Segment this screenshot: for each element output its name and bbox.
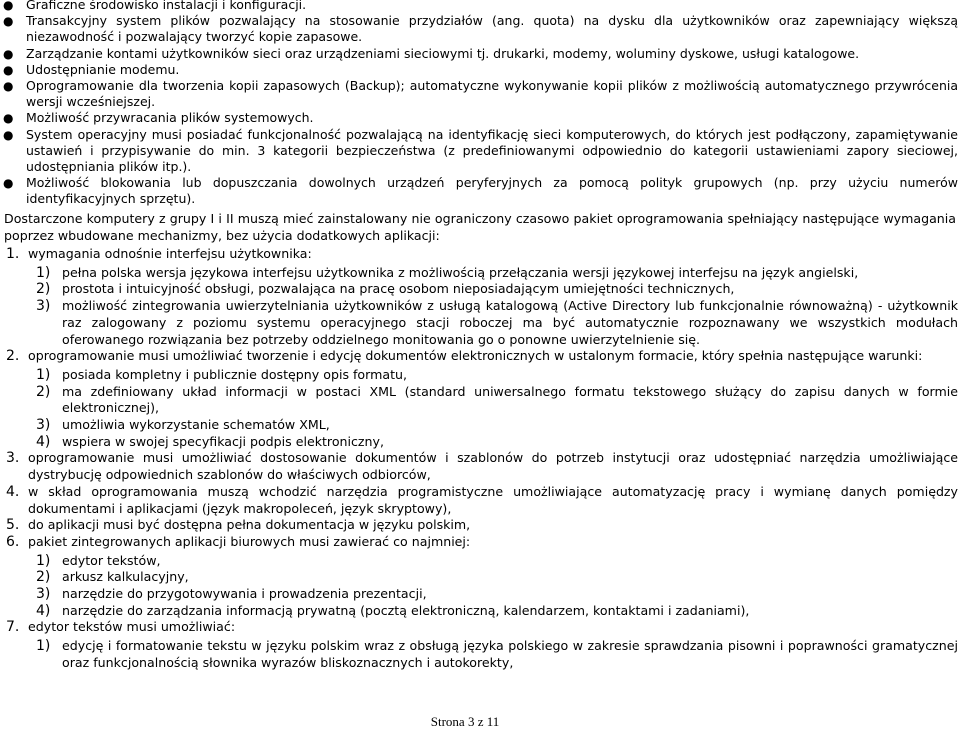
bullet-dot-icon: ● (3, 62, 14, 77)
sub-requirement-text: ma zdefiniowany układ informacji w postaci XML (standard uniwersalnego formatu tekstowego służący do zapisu danych w formie elektronicznej), (62, 383, 958, 416)
bullet-dot-icon: ● (3, 0, 14, 12)
requirement-item (0, 484, 958, 517)
requirement-number: 2. (6, 348, 20, 365)
bullet-item (0, 46, 958, 62)
bullet-text: Transakcyjny system plików pozwalający na stosowanie przydziałów (ang. quota) na dysku dla użytkowników oraz zapewniający większą niezawodność i pozwalający tworzyć kopie zapasowe. (26, 13, 958, 45)
page-footer: Strona 3 z 11 (430, 714, 500, 729)
intro-paragraph: Dostarczone komputery z grupy I i II muszą mieć zainstalowany nie ograniczony czasowo pakiet oprogramowania spełniający następujące wymagania poprzez wbudowane mechanizmy, bez użycia dodatkowych aplikacji: (4, 211, 956, 243)
sub-requirement-number: 4) (36, 433, 51, 450)
requirement-text: oprogramowanie musi umożliwiać tworzenie i edycję dokumentów elektronicznych w ustalonym formacie, który spełnia następujące warunki: (28, 348, 923, 364)
sub-requirement-item (28, 569, 958, 586)
requirement-item (0, 348, 958, 450)
bullet-dot-icon: ● (3, 176, 14, 191)
requirement-number: 5. (6, 517, 20, 534)
requirement-item (0, 517, 958, 534)
bullet-text: System operacyjny musi posiadać funkcjonalność pozwalającą na identyfikację sieci komputerowych, do których jest podłączony, zapamiętywanie ustawień i przypisywanie do min. 3 kategorii bezpieczeństwa (z predefiniowanymi odpowiednio do kategorii ustawieniami zapory sieciowej, udostępniania plików itp.). (26, 126, 958, 175)
sub-requirement-item (28, 384, 958, 417)
bullet-text: Możliwość przywracania plików systemowych. (26, 110, 314, 126)
sub-requirement-number: 1) (36, 264, 51, 281)
sub-requirement-number: 3) (36, 586, 51, 603)
bullet-text: Graficzne środowisko instalacji i konfiguracji. (26, 0, 307, 12)
bullet-dot-icon: ● (3, 111, 14, 126)
sub-requirement-item (28, 638, 958, 671)
sub-requirement-item (28, 553, 958, 570)
sub-requirement-text: pełna polska wersja językowa interfejsu użytkownika z możliwością przełączania wersji językowej interfejsu na język angielski, (62, 264, 859, 280)
requirement-number: 3. (6, 450, 20, 467)
feature-bullet-list (0, 0, 958, 208)
bullet-item (0, 13, 958, 45)
requirement-number: 4. (6, 483, 20, 500)
sub-requirement-number: 1) (36, 638, 51, 655)
requirement-number: 7. (6, 619, 20, 636)
bullet-item (0, 175, 958, 207)
requirements-list (0, 246, 958, 672)
bullet-dot-icon: ● (3, 79, 14, 94)
sub-requirement-number: 2) (36, 569, 51, 586)
bullet-dot-icon: ● (3, 127, 14, 142)
sub-requirement-item (28, 417, 958, 434)
sub-requirement-text: narzędzie do przygotowywania i prowadzenia prezentacji, (62, 586, 427, 602)
sub-requirement-number: 1) (36, 552, 51, 569)
requirement-number: 1. (6, 246, 20, 262)
sub-requirement-text: narzędzie do zarządzania informacją prywatną (pocztą elektroniczną, kalendarzem, kontaktami i zadaniami), (62, 602, 750, 618)
requirement-text: do aplikacji musi być dostępna pełna dokumentacja w języku polskim, (28, 517, 471, 533)
sub-requirement-list (28, 367, 958, 451)
requirement-item (0, 246, 958, 348)
requirement-number: 6. (6, 533, 20, 550)
sub-requirement-number: 2) (36, 383, 51, 400)
requirement-text: oprogramowanie musi umożliwiać dostosowanie dokumentów i szablonów do potrzeb instytucji oraz udostępniać narzędzia umożliwiające dystrybucję odpowiednich szablonów do właściwych odbiorców, (28, 450, 958, 483)
bullet-item (0, 62, 958, 78)
bullet-item (0, 0, 958, 13)
sub-requirement-text: arkusz kalkulacyjny, (62, 569, 189, 585)
sub-requirement-text: wspiera w swojej specyfikacji podpis elektroniczny, (62, 433, 384, 449)
sub-requirement-text: możliwość zintegrowania uwierzytelniania użytkowników z usługą katalogową (Active Directory lub funkcjonalnie równoważną) - użytkownik raz zalogowany z poziomu systemu operacyjnego stacji roboczej ma być automatycznie rozpoznawany we wszystkich modułach oferowanego rozwiązania bez potrzeby oddzielnego monitowania go o ponowne uwierzytelnienie się. (62, 298, 958, 347)
requirement-item (0, 450, 958, 483)
sub-requirement-number: 4) (36, 602, 51, 619)
sub-requirement-list (28, 553, 958, 620)
sub-requirement-item (28, 298, 958, 348)
sub-requirement-list (28, 265, 958, 349)
sub-requirement-item (28, 265, 958, 282)
bullet-dot-icon: ● (3, 46, 14, 61)
sub-requirement-list (28, 638, 958, 671)
sub-requirement-text: edycję i formatowanie tekstu w języku polskim wraz z obsługą języka polskiego w zakresie sprawdzania pisowni i poprawności gramatycznej oraz funkcjonalnością słownika wyrazów bliskoznacznych i autokorekty, (62, 638, 958, 670)
sub-requirement-number: 1) (36, 366, 51, 383)
sub-requirement-item (28, 586, 958, 603)
sub-requirement-number: 3) (36, 417, 51, 434)
sub-requirement-number: 2) (36, 281, 51, 298)
sub-requirement-number: 3) (36, 298, 51, 315)
sub-requirement-text: umożliwia wykorzystanie schematów XML, (62, 417, 330, 433)
requirement-text: pakiet zintegrowanych aplikacji biurowych musi zawierać co najmniej: (28, 533, 471, 549)
sub-requirement-item (28, 603, 958, 620)
requirement-item (0, 534, 958, 620)
requirement-text: w skład oprogramowania muszą wchodzić narzędzia programistyczne umożliwiające automatyzację pracy i wymianę danych pomiędzy dokumentami i aplikacjami (język makropoleceń, język skryptowy), (28, 483, 958, 516)
bullet-text: Udostępnianie modemu. (26, 61, 180, 77)
requirement-text: wymagania odnośnie interfejsu użytkownika: (28, 246, 312, 261)
sub-requirement-text: prostota i intuicyjność obsługi, pozwalająca na pracę osobom nieposiadającym umiejętności technicznych, (62, 281, 735, 297)
sub-requirement-text: edytor tekstów, (62, 552, 161, 568)
sub-requirement-item (28, 281, 958, 298)
bullet-item (0, 110, 958, 126)
bullet-text: Możliwość blokowania lub dopuszczania dowolnych urządzeń peryferyjnych za pomocą polityk grupowych (np. przy użyciu numerów identyfikacyjnych sprzętu). (26, 175, 958, 207)
bullet-item (0, 127, 958, 176)
sub-requirement-item (28, 367, 958, 384)
sub-requirement-item (28, 434, 958, 451)
sub-requirement-text: posiada kompletny i publicznie dostępny opis formatu, (62, 366, 408, 382)
bullet-text: Oprogramowanie dla tworzenia kopii zapasowych (Backup); automatyczne wykonywanie kopii plików z możliwością automatycznego przywrócenia wersji wcześniejszej. (26, 78, 958, 110)
requirement-text: edytor tekstów musi umożliwiać: (28, 619, 236, 635)
requirement-item (0, 619, 958, 671)
bullet-item (0, 78, 958, 110)
bullet-dot-icon: ● (3, 14, 14, 29)
bullet-text: Zarządzanie kontami użytkowników sieci oraz urządzeniami sieciowymi tj. drukarki, modemy, woluminy dyskowe, usługi katalogowe. (26, 45, 860, 61)
